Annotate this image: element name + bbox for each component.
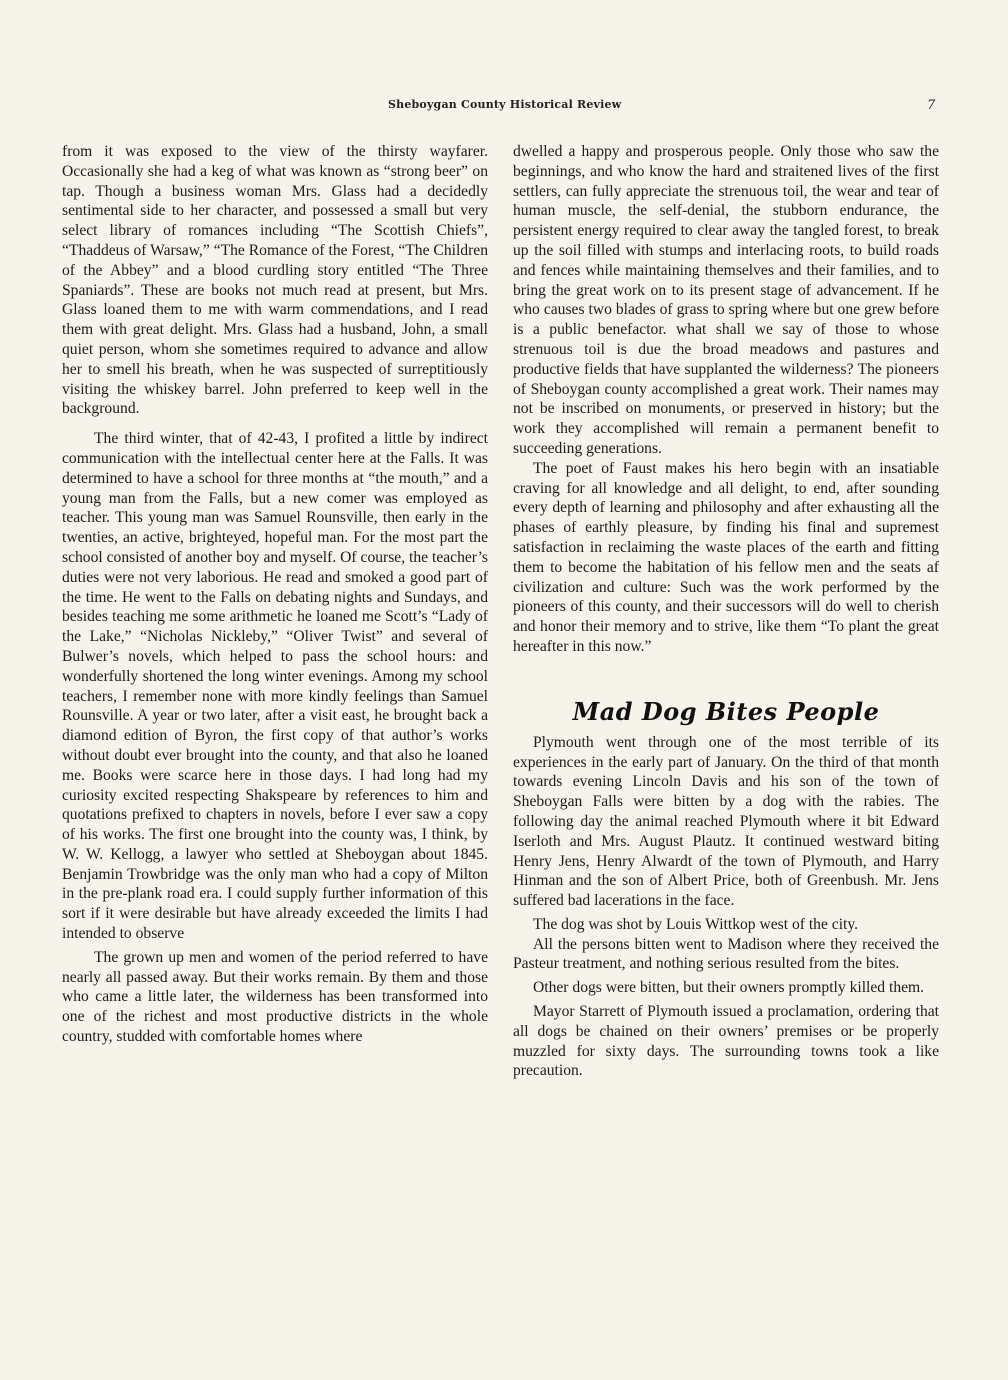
paragraph: The grown up men and women of the period referred to have nearly all passed away. But their works remain. By them and those who came a little later, the wilderness has been transformed into one of the richest and most productive districts in the whole country, studded with comfortable homes where [62,948,488,1046]
right-column [513,142,939,1081]
paragraph: dwelled a happy and prosperous people. Only those who saw the beginnings, and who know the hard and straitened lives of the first settlers, can fully appreciate the strenuous toil, the wear and tear of human muscle, the self-denial, the stubborn endurance, the persistent energy required to clear away the tangled forest, to break up the soil filled with stumps and interlacing roots, to build roads and fences while maintaining themselves and their families, and to bring the great work on to its present stage of advancement. If he who causes two blades of grass to spring where but one grew before is a public benefactor. what shall we say of those to whose strenuous toil is due the broad meadows and pastures and productive fields that have supplanted the wilderness? The pioneers of Sheboygan county accomplished a great work. Their names may not be inscribed on monuments, or preserved in history; but the work they accomplished will remain a permanent benefit to succeeding generations. [513,143,939,457]
paragraph: The poet of Faust makes his hero begin with an insatiable craving for all knowledge and all delight, to end, after sounding every depth of learning and philosophy and after exhausting all the phases of earthly pleasure, by finding his final and supremest satisfaction in reclaiming the waste places of the earth and fitting them to become the habitation of his fellow men and the seats af civilization and culture: Such was the work performed by the pioneers of this county, and their successors will do well to cherish and honor their memory and to strive, like them “To plant the great hereafter in this now.” [513,459,939,655]
running-header: Sheboygan County Historical Review [388,98,622,111]
page-number: 7 [927,98,936,113]
article-paragraph: The dog was shot by Louis Wittkop west of the city. [533,915,859,933]
article-paragraph: Mayor Starrett of Plymouth issued a proclamation, ordering that all dogs be chained on their owners’ premises or be properly muzzled for sixty days. The surrounding towns took a like precaution. [513,1003,939,1080]
paragraph: from it was exposed to the view of the thirsty wayfarer. Occasionally she had a keg of what was known as “strong beer” on tap. Though a business woman Mrs. Glass had a decidedly sentimental side to her character, and possessed a small but very select library of romances including “The Scottish Chiefs”, “Thaddeus of Warsaw,” “The Romance of the Forest, “The Children of the Abbey” and a blood curdling story entitled “The Three Spaniards”. These are books not much read at present, but Mrs. Glass loaned them to me with warm commendations, and I read them with great delight. Mrs. Glass had a husband, John, a small quiet person, whom she sometimes required to advance and allow her to smell his breath, when he was suspected of surreptitiously visiting the whiskey barrel. John preferred to keep well in the background. [62,143,488,418]
paragraph: The third winter, that of 42-43, I profited a little by indirect communication with the intellectual center here at the Falls. It was determined to have a school for three months at “the mouth,” and a young man from the Falls, but a new comer was employed as teacher. This young man was Samuel Rounsville, then early in the twenties, an active, brighteyed, hopeful man. For the most part the school consisted of another boy and myself. Of course, the teacher’s duties were not very laborious. He read and smoked a good part of the time. He went to the Falls on debating nights and Sundays, and besides teaching me some arithmetic he loaned me Scott’s “Lady of the Lake,” “Nicholas Nickleby,” “Oliver Twist” and several of Bulwer’s novels, which helped to pass the school hours: and wonderfully shortened the long winter evenings. Among my school teachers, I remember none with more kindly feelings than Samuel Rounsville. A year or two later, after a visit east, he brought back a diamond edition of Byron, the first copy of that author’s works without doubt ever brought into the county, and that also he loaned me. Books were scarce here in those days. I had long had my curiosity excited respecting Shakspeare by references to him and quotations prefixed to chapters in novels, before I ever saw a copy of his works. The first one brought into the county was, I think, by W. W. Kellogg, a lawyer who settled at Sheboygan about 1845. Benjamin Trowbridge was the only man who had a copy of Milton in the pre-plank road era. I could supply further information of this sort if it were desirable but have already exceeded the limits I had intended to observe [62,430,488,943]
article-paragraph: Other dogs were bitten, but their owners promptly killed them. [533,979,925,997]
article-paragraph: Plymouth went through one of the most terrible of its experiences in the early part of January. On the third of that month towards evening Lincoln Davis and his son of the town of Sheboygan Falls were bitten by a dog with the rabies. The following day the animal reached Plymouth where it bit Edward Iserloth and Mrs. August Plautz. It continued westward biting Henry Jens, Henry Alwardt of the town of Plymouth, and Harry Hinman and the son of Albert Price, both of Greenbush. Mr. Jens suffered bad lacerations in the face. [513,733,939,910]
left-column [62,142,488,1047]
article-paragraph: All the persons bitten went to Madison where they received the Pasteur treatment, and nothing serious resulted from the bites. [513,935,939,973]
article-title: Mad Dog Bites People [572,696,880,726]
